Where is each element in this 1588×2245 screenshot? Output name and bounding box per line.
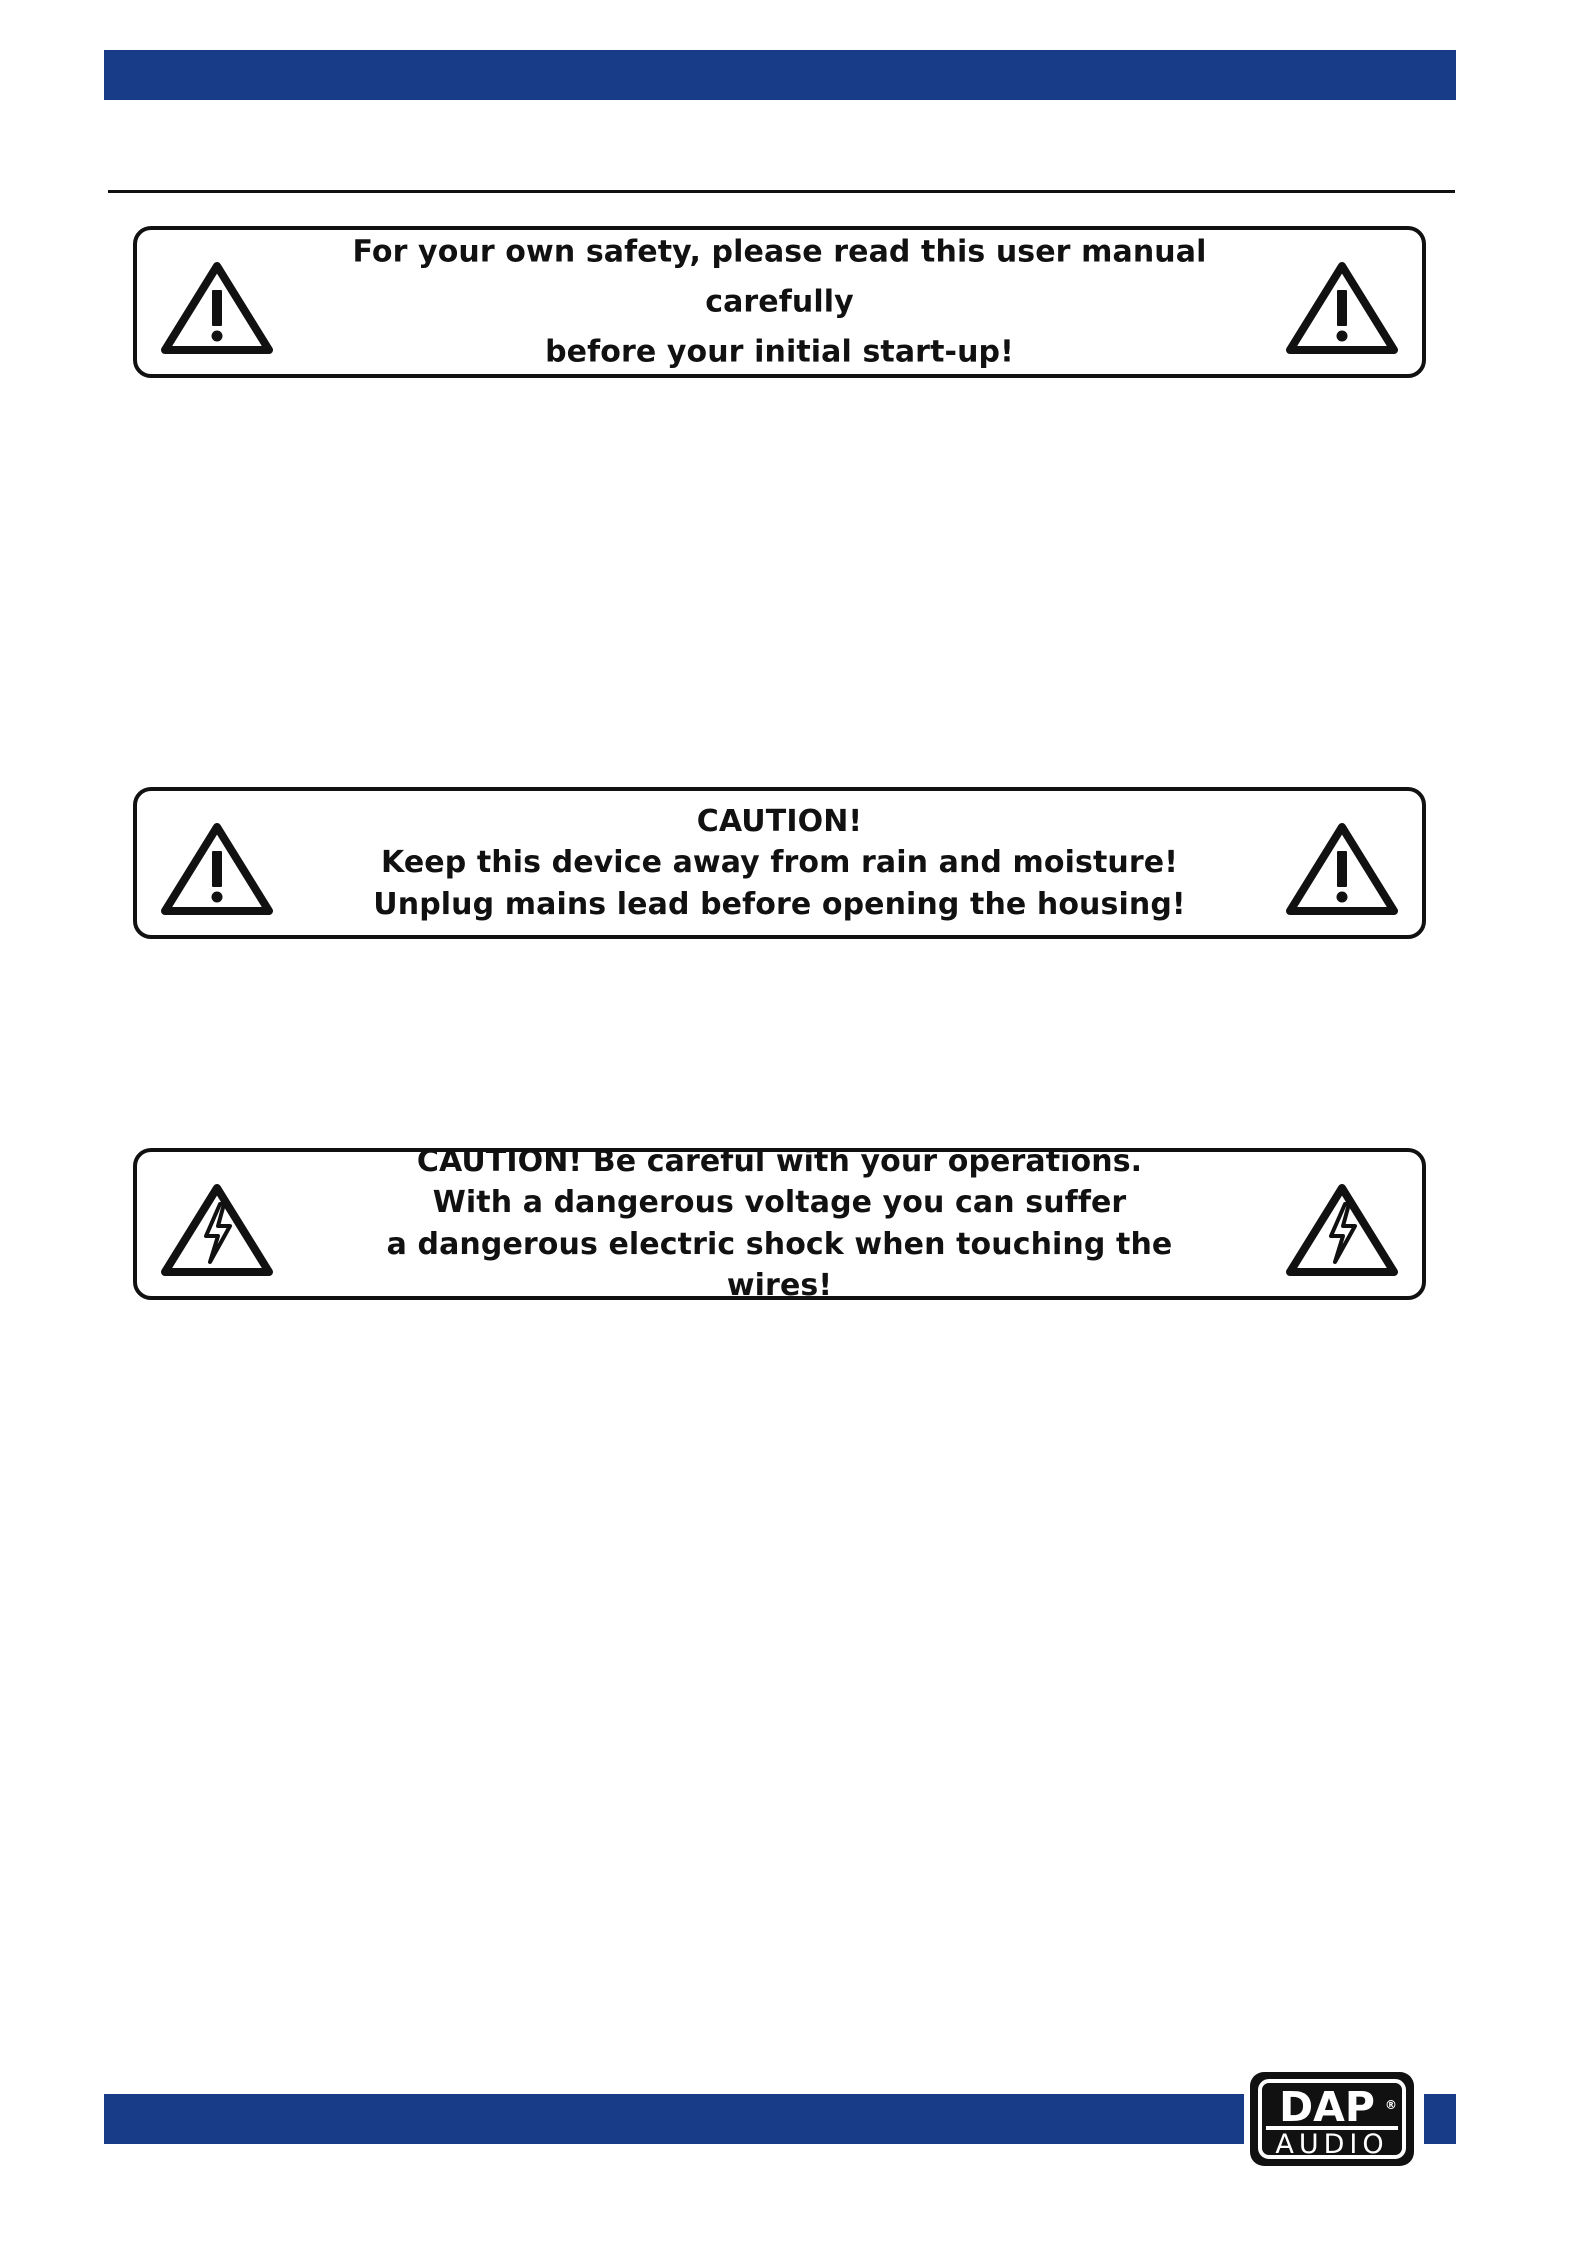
safety-warning-text bbox=[337, 227, 1222, 376]
warning-line: CAUTION! Be careful with your operations. bbox=[416, 1144, 1143, 1180]
lightning-warning-icon bbox=[157, 1180, 277, 1280]
moisture-warning-box bbox=[133, 787, 1426, 939]
top-divider bbox=[108, 190, 1455, 193]
safety-warning-box bbox=[133, 226, 1426, 378]
electric-shock-warning-box bbox=[133, 1144, 1426, 1304]
bottom-footer-bar bbox=[104, 2094, 1244, 2144]
bottom-footer-bar-end bbox=[1424, 2094, 1456, 2144]
warning-icon bbox=[1282, 819, 1402, 919]
lightning-warning-icon bbox=[1282, 1180, 1402, 1280]
moisture-warning-text bbox=[337, 801, 1222, 925]
warning-line: For your own safety, please read this user manual carefully bbox=[352, 234, 1207, 320]
dap-audio-logo bbox=[1248, 2070, 1416, 2168]
electric-shock-warning-text bbox=[337, 1141, 1222, 1307]
logo-top-text: DAP bbox=[1279, 2083, 1375, 2131]
warning-icon bbox=[157, 258, 277, 358]
warning-line: With a dangerous voltage you can suffer bbox=[432, 1185, 1127, 1221]
warning-line: CAUTION! bbox=[696, 803, 863, 839]
warning-line: before your initial start-up! bbox=[545, 333, 1014, 369]
warning-line: Unplug mains lead before opening the housing! bbox=[373, 886, 1186, 922]
warning-icon bbox=[1282, 258, 1402, 358]
logo-bottom-text: AUDIO bbox=[1275, 2129, 1389, 2160]
warning-icon bbox=[157, 819, 277, 919]
warning-line: a dangerous electric shock when touching the wires! bbox=[386, 1227, 1173, 1304]
top-header-bar bbox=[104, 50, 1456, 100]
warning-line: Keep this device away from rain and moisture! bbox=[381, 845, 1178, 881]
logo-registered-mark: ® bbox=[1385, 2098, 1397, 2112]
